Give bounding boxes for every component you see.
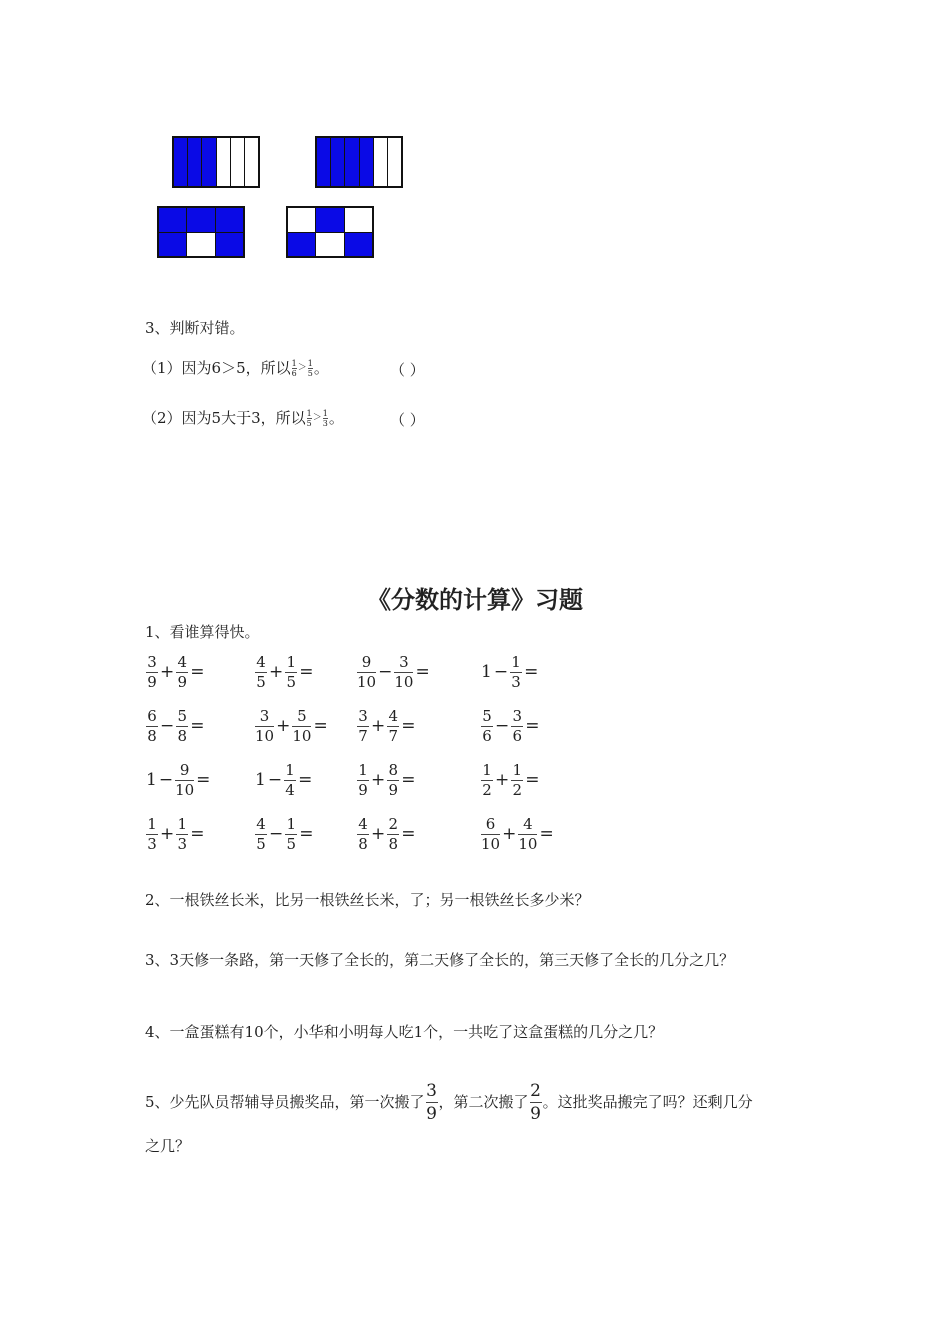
judge-item-2-prefix: （2）因为5大于3，所以 xyxy=(142,409,306,427)
judge-item-2-suffix: 。 xyxy=(328,409,344,427)
figure-cell xyxy=(317,138,330,186)
operator: + xyxy=(269,662,284,682)
fraction-b: $\frac{1}{3}$ xyxy=(177,814,188,853)
calc-expression xyxy=(145,758,211,802)
judge-item-1-right-fraction: 1 5 xyxy=(307,358,313,378)
figure-cell xyxy=(188,138,201,186)
judge-item-1-suffix: 。 xyxy=(313,359,329,377)
figure-cell xyxy=(216,208,243,232)
operator: + xyxy=(371,716,386,736)
fraction-figure-3 xyxy=(157,206,245,258)
fraction-a: $\frac{3}{7}$ xyxy=(358,706,368,745)
equals-sign: = xyxy=(401,716,416,736)
calc-expression xyxy=(254,758,313,802)
figure-cell xyxy=(331,138,344,186)
equals-sign: = xyxy=(524,662,539,682)
fraction-a: $\frac{4}{5}$ xyxy=(256,814,266,853)
judge-item-1-compare: ＞ xyxy=(297,363,307,373)
fraction-b: $\frac{1}{5}$ xyxy=(286,814,297,853)
whole-number: 1 xyxy=(481,662,492,682)
whole-number: 1 xyxy=(255,770,266,790)
judge-item-2-left-fraction: 1 5 xyxy=(306,408,312,428)
calc-expression xyxy=(254,812,315,856)
q1-heading: 1、看谁算得快。 xyxy=(145,623,260,641)
judge-item-1-prefix: （1）因为6＞5，所以 xyxy=(142,359,291,377)
fraction-a: $\frac{9}{10}$ xyxy=(357,652,377,691)
judge-item-1-answer[interactable]: （ ） xyxy=(390,361,425,379)
calc-expression xyxy=(480,704,541,748)
fraction-b: $\frac{4}{10}$ xyxy=(518,814,538,853)
figure-cell xyxy=(217,138,230,186)
judge-item-2-compare: ＞ xyxy=(312,413,322,423)
calc-expression xyxy=(356,650,431,694)
figure-cell xyxy=(231,138,244,186)
figure-cell xyxy=(316,208,343,232)
fraction-a: $\frac{1}{2}$ xyxy=(482,760,492,799)
fraction-b: $\frac{1}{4}$ xyxy=(285,760,295,799)
question-5-part2: ，第二次搬了 xyxy=(438,1093,529,1111)
figure-cell xyxy=(159,208,186,232)
equals-sign: = xyxy=(299,662,314,682)
figure-cell xyxy=(245,138,258,186)
operator: − xyxy=(269,824,284,844)
calc-expression xyxy=(145,650,206,694)
operator: + xyxy=(495,770,510,790)
figure-cell xyxy=(388,138,401,186)
fraction-a: $\frac{6}{10}$ xyxy=(481,814,501,853)
operator: + xyxy=(276,716,291,736)
figure-cell xyxy=(345,208,372,232)
calc-expression xyxy=(356,812,417,856)
question-5-part3: 。这批奖品搬完了吗？还剩几分 xyxy=(542,1093,753,1111)
calc-expression xyxy=(145,704,206,748)
fraction-b: $\frac{5}{8}$ xyxy=(177,706,188,745)
figure-cell xyxy=(374,138,387,186)
figure-cell xyxy=(345,233,372,257)
fraction-a: $\frac{3}{10}$ xyxy=(255,706,275,745)
fraction-b: $\frac{1}{5}$ xyxy=(286,652,297,691)
judge-item-2 xyxy=(142,408,344,428)
calc-expression xyxy=(480,758,541,802)
calc-expression xyxy=(480,650,539,694)
fraction-a: $\frac{5}{6}$ xyxy=(482,706,492,745)
fraction-figure-4 xyxy=(286,206,374,258)
operator: − xyxy=(493,662,509,682)
operator: + xyxy=(160,662,175,682)
equals-sign: = xyxy=(190,824,205,844)
fraction-b: $\frac{2}{8}$ xyxy=(388,814,399,853)
judge-item-2-right-fraction: 1 3 xyxy=(322,408,328,428)
operator: − xyxy=(378,662,393,682)
fraction-a: $\frac{4}{8}$ xyxy=(358,814,368,853)
fraction-b: $\frac{5}{10}$ xyxy=(292,706,312,745)
fraction-a: $\frac{3}{9}$ xyxy=(147,652,157,691)
figure-cell xyxy=(174,138,187,186)
fraction-b: $\frac{1}{2}$ xyxy=(512,760,523,799)
question-5 xyxy=(145,1080,753,1124)
fraction-a: $\frac{1}{9}$ xyxy=(358,760,368,799)
question-5-fraction-1: $\frac{3}{9}$ xyxy=(426,1080,437,1124)
calc-expression xyxy=(480,812,555,856)
operator: + xyxy=(160,824,175,844)
fraction-b: $\frac{8}{9}$ xyxy=(388,760,399,799)
whole-number: 1 xyxy=(146,770,157,790)
equals-sign: = xyxy=(415,662,430,682)
figure-cell xyxy=(187,233,214,257)
question-5-fraction-2: $\frac{2}{9}$ xyxy=(530,1080,541,1124)
question-5-line2: 之几？ xyxy=(145,1137,191,1155)
fraction-figure-1 xyxy=(172,136,260,188)
figure-cell xyxy=(202,138,215,186)
equals-sign: = xyxy=(190,662,205,682)
operator: − xyxy=(160,716,175,736)
judge-item-1-left-fraction: 1 6 xyxy=(291,358,297,378)
fraction-b: $\frac{4}{7}$ xyxy=(388,706,399,745)
judge-heading: 3、判断对错。 xyxy=(145,319,245,337)
figure-cell xyxy=(288,233,315,257)
question-2: 2、一根铁丝长米，比另一根铁丝长米，了；另一根铁丝长多少米？ xyxy=(145,891,590,909)
judge-item-1 xyxy=(142,358,329,378)
figure-cell xyxy=(360,138,373,186)
figure-cell xyxy=(316,233,343,257)
question-4: 4、一盒蛋糕有10个，小华和小明每人吃1个，一共吃了这盒蛋糕的几分之几？ xyxy=(145,1023,664,1041)
question-5-part1: 5、少先队员帮辅导员搬奖品，第一次搬了 xyxy=(145,1093,425,1111)
figure-cell xyxy=(345,138,358,186)
equals-sign: = xyxy=(313,716,328,736)
calc-expression xyxy=(254,704,329,748)
equals-sign: = xyxy=(539,824,554,844)
figure-cell xyxy=(216,233,243,257)
calc-expression xyxy=(145,812,206,856)
equals-sign: = xyxy=(401,824,416,844)
fraction-b: $\frac{3}{10}$ xyxy=(394,652,414,691)
figure-cell xyxy=(288,208,315,232)
operator: + xyxy=(371,770,386,790)
operator: − xyxy=(495,716,510,736)
equals-sign: = xyxy=(298,770,313,790)
judge-item-2-answer[interactable]: （ ） xyxy=(390,411,425,429)
calc-expression xyxy=(254,650,315,694)
equals-sign: = xyxy=(525,716,540,736)
fraction-a: $\frac{1}{3}$ xyxy=(147,814,157,853)
equals-sign: = xyxy=(401,770,416,790)
operator: + xyxy=(502,824,517,844)
fraction-a: $\frac{6}{8}$ xyxy=(147,706,157,745)
figure-cell xyxy=(187,208,214,232)
equals-sign: = xyxy=(525,770,540,790)
equals-sign: = xyxy=(299,824,314,844)
fraction-b: $\frac{1}{3}$ xyxy=(511,652,521,691)
fraction-b: $\frac{9}{10}$ xyxy=(175,760,195,799)
equals-sign: = xyxy=(196,770,211,790)
operator: − xyxy=(158,770,174,790)
fraction-a: $\frac{4}{5}$ xyxy=(256,652,266,691)
fraction-b: $\frac{3}{6}$ xyxy=(512,706,523,745)
section-title: 《分数的计算》习题 xyxy=(367,585,583,614)
operator: + xyxy=(371,824,386,844)
calc-expression xyxy=(356,758,417,802)
operator: − xyxy=(267,770,283,790)
question-3: 3、3天修一条路，第一天修了全长的，第二天修了全长的，第三天修了全长的几分之几？ xyxy=(145,951,735,969)
fraction-b: $\frac{4}{9}$ xyxy=(177,652,188,691)
fraction-figure-2 xyxy=(315,136,403,188)
equals-sign: = xyxy=(190,716,205,736)
figure-cell xyxy=(159,233,186,257)
calc-expression xyxy=(356,704,417,748)
